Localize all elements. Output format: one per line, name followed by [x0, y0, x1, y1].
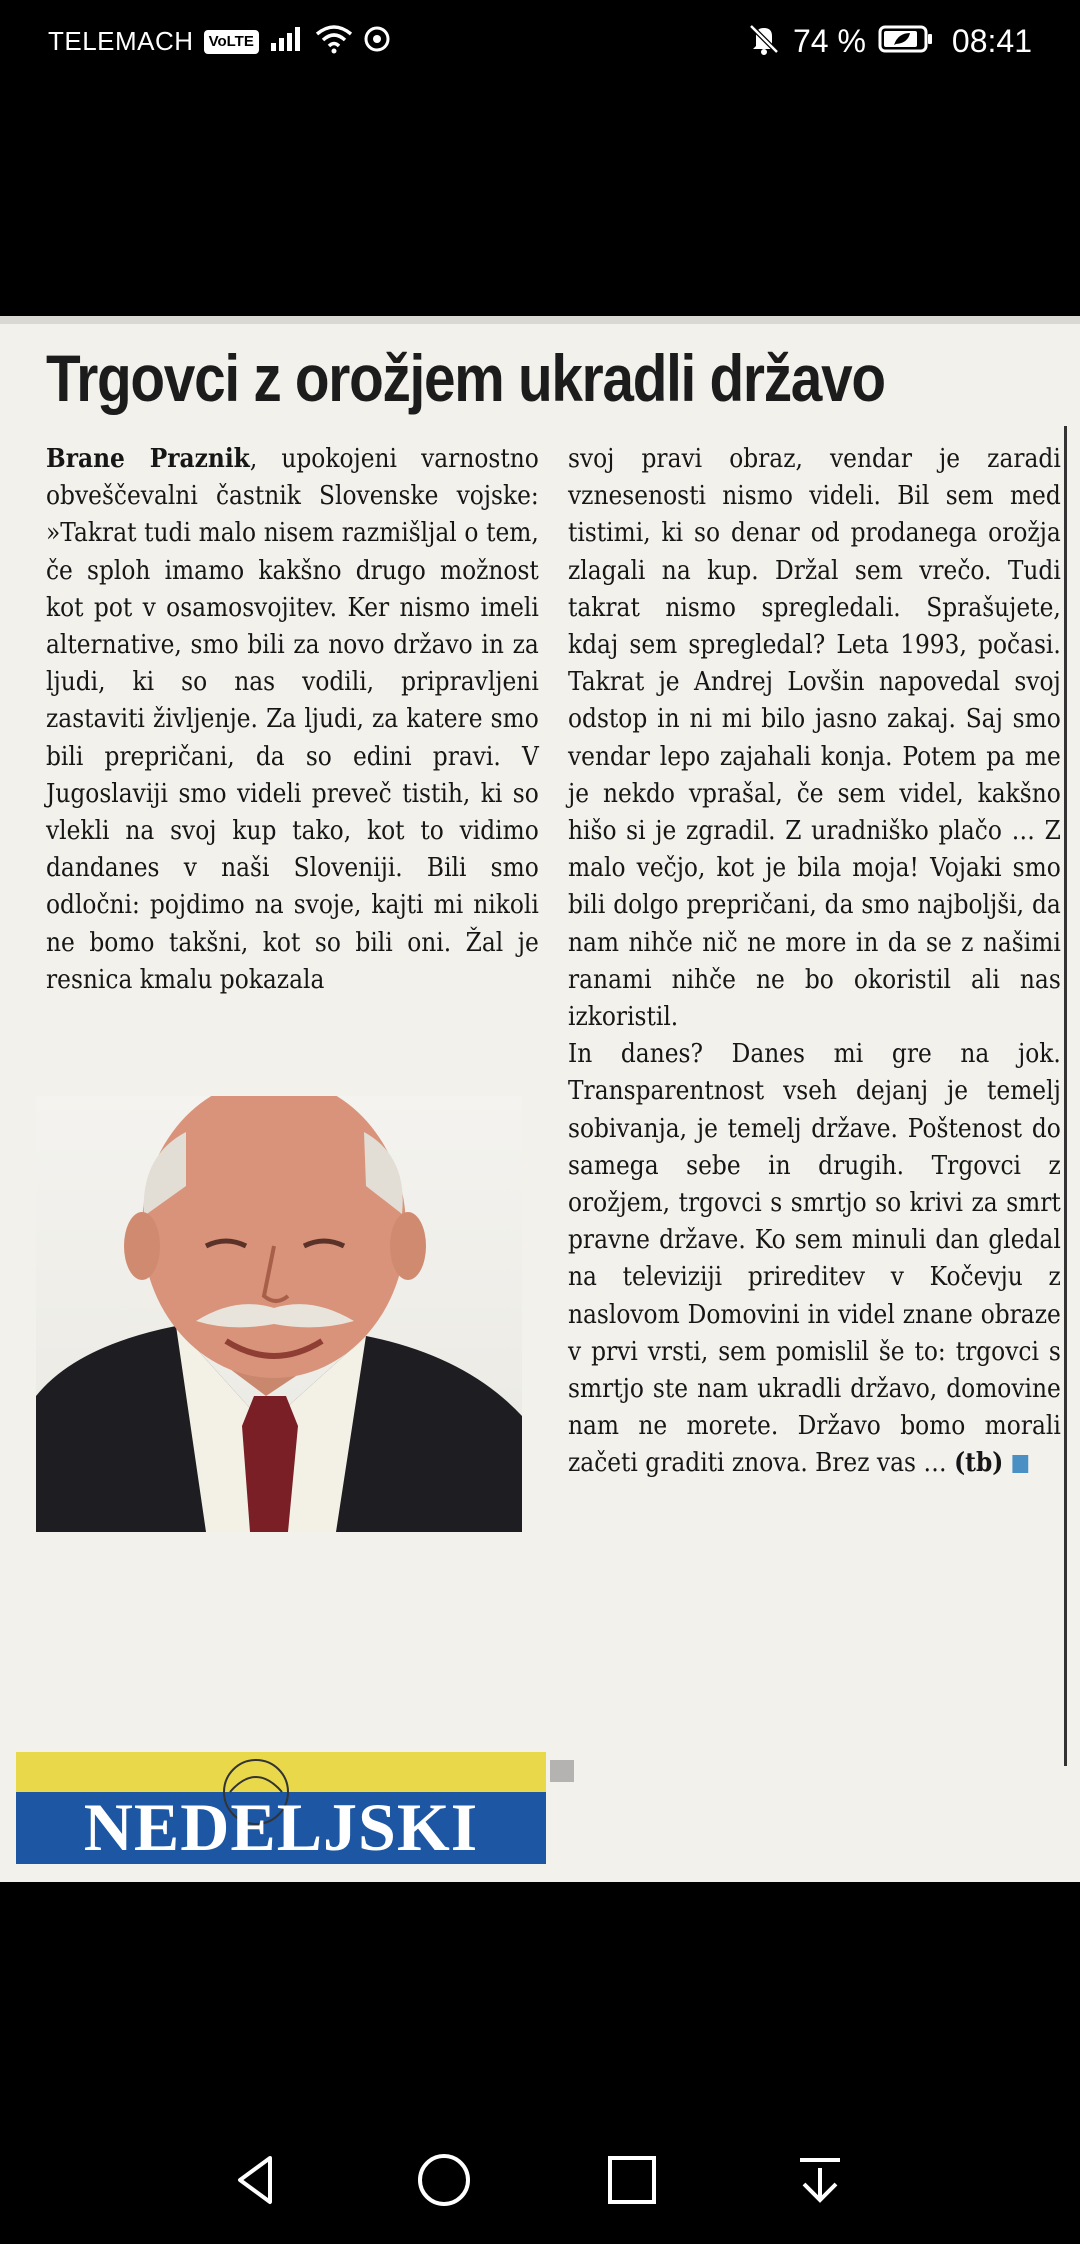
right-paragraph-1: svoj pravi obraz, vendar je zaradi vznesenosti nismo videli. Bil sem med tistimi, ki so denar od prodanega orožja zlagali na kup. Držal sem vrečo. Tudi takrat nismo spregledali. Sprašujete, kdaj sem spregledal? Leta 1993, počasi. Takrat je Andrej Lovšin napovedal svoj odstop in ni mi bilo jasno zakaj. Saj smo vendar lepo zajahali konja. Potem pa me je nekdo vprašal, če sem videl, kakšno hišo si je zgradil. Z uradniško plačo … Z malo večjo, kot je bila moja! Vojaki smo bili dolgo prepričani, da smo najboljši, da nam nihče nič ne more in da se z našimi ranami nihče ne bo okoristil ali nas izkoristil.: [568, 443, 1061, 1033]
status-left: [48, 24, 391, 59]
article-signature: (tb): [954, 1447, 1004, 1479]
clipping-edge: [0, 316, 1080, 324]
navigation-bar: [0, 2114, 1080, 2244]
column-left-text: [46, 440, 539, 998]
end-mark-icon: [1012, 1455, 1028, 1473]
masthead-title: NEDELJSKI: [83, 1789, 479, 1864]
article-column-left: [46, 440, 539, 998]
status-bar: [0, 0, 1080, 86]
newspaper-clipping-image[interactable]: [0, 316, 1080, 1882]
article-headline: Trgovci z orožjem ukradli državo: [46, 341, 885, 415]
portrait-photo: [36, 1096, 522, 1532]
mute-icon: [747, 22, 781, 61]
vpn-icon: [363, 25, 391, 58]
right-paragraph-2-wrapper: [568, 1035, 1061, 1481]
battery-percent: 74 %: [792, 23, 866, 59]
right-paragraph-2: In danes? Danes mi gre na jok. Transparentnost vseh dejanj je temelj sobivanja, je temelj države. Poštenost do samega sebe in drugih. Trgovci z orožjem, trgovci s smrtjo so krivi za smrt pravne države. Ko sem minuli dan gledal na televiziji prireditev v Kočevju z naslovom Domovini in videl znane obraze v prvi vrsti, sem pomislil še to: trgovci s smrtjo ste nam ukradli državo, domovine nam ne morete. Državo bomo morali začeti graditi znova. Brez vas …: [568, 1038, 1061, 1479]
signal-icon: [269, 25, 305, 58]
newspaper-masthead: [16, 1752, 546, 1864]
recents-icon: [602, 2150, 662, 2210]
notification-shade-button[interactable]: [790, 2150, 850, 2210]
recents-button[interactable]: [602, 2150, 662, 2210]
column-rule: [1064, 426, 1067, 1766]
back-icon: [226, 2150, 286, 2210]
wifi-icon: [315, 24, 353, 59]
clock: 08:41: [951, 23, 1032, 59]
article-column-right: [568, 440, 1061, 1482]
home-button[interactable]: [414, 2150, 474, 2210]
carrier-name: TELEMACH: [48, 26, 194, 56]
battery-icon: [878, 24, 934, 59]
home-icon: [414, 2150, 474, 2210]
article-author: Brane Praznik: [46, 443, 250, 474]
notification-shade-icon: [790, 2150, 850, 2210]
left-paragraph: , upokojeni varnostno obveščevalni častnik Slovenske vojske: »Takrat tudi malo nisem razmišljal o tem, če sploh imamo kakšno drugo možnost kot pot v osamosvojitev. Ker nismo imeli alternative, smo bili za novo državo in za ljudi, ki so nas vodili, pripravljeni zastaviti življenje. Za ljudi, za katere smo bili prepričani, da so edini pravi. V Jugoslaviji smo videli preveč tistih, ki so vlekli na svoj kup tako, kot to vidimo dandanes v naši Sloveniji. Bili smo odločni: pojdimo na svoje, kajti mi nikoli ne bomo takšni, kot so bili oni. Žal je resnica kmalu pokazala: [46, 443, 539, 995]
status-right: [747, 22, 1032, 61]
scan-artifact: [550, 1760, 574, 1782]
volte-badge: VoLTE: [204, 30, 259, 54]
back-button[interactable]: [226, 2150, 286, 2210]
